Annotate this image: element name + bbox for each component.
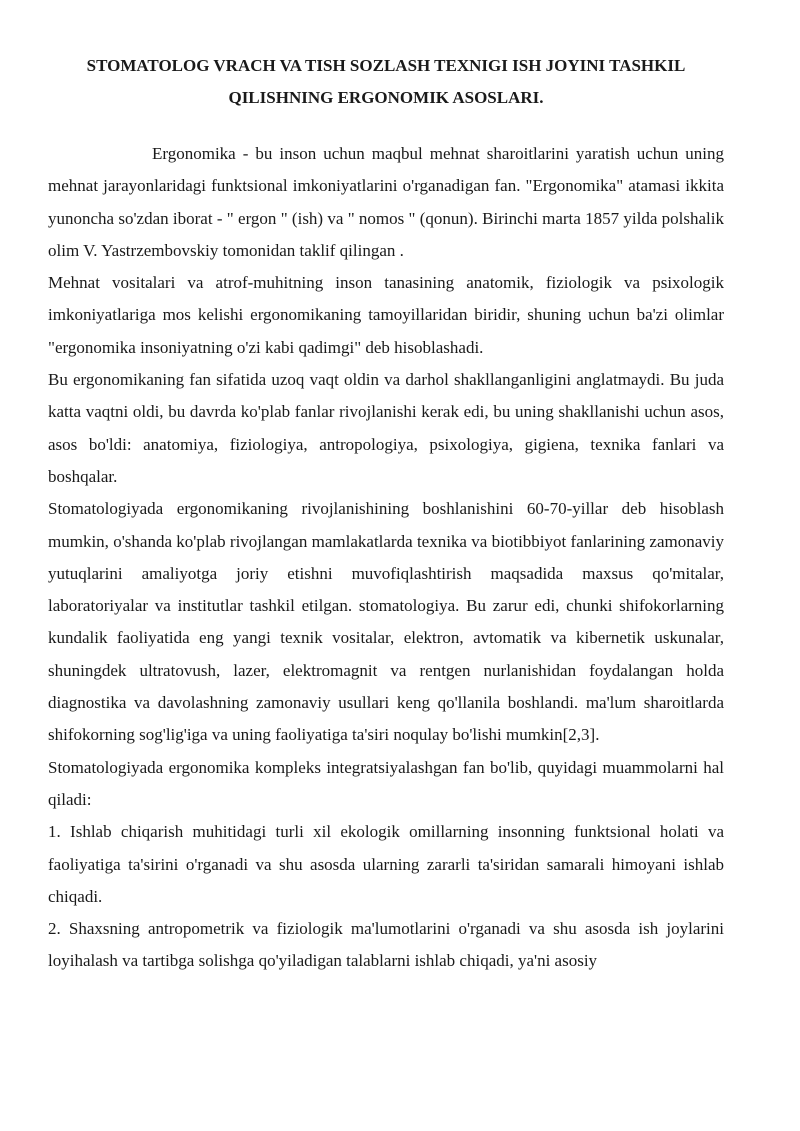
paragraph-principles: Mehnat vositalari va atrof-muhitning inson tanasining anatomik, fiziologik va psixologik imkoniyatlariga mos kelishi ergonomikaning tamoyillaridan biridir, shuning uchun ba'zi olimlar "ergonomika insoniyatning o'zi kabi qadimgi" deb hisoblashadi. bbox=[48, 273, 724, 357]
paragraph-ergonomics-definition: Ergonomika - bu inson uchun maqbul mehnat sharoitlarini yaratish uchun uning mehnat jarayonlaridagi funktsional imkoniyatlarini o'rganadigan fan. "Ergonomika" atamasi ikkita yunoncha so'zdan iborat - " ergon " (ish) va " nomos " (qonun). Birinchi marta 1857 yilda polshalik olim V. Yastrzembovskiy tomonidan taklif qilingan . bbox=[48, 144, 724, 260]
paragraph-problems-intro: Stomatologiyada ergonomika kompleks integratsiyalashgan fan bo'lib, quyidagi muammolarni hal qiladi: bbox=[48, 757, 724, 809]
paragraph-dentistry-development: Stomatologiyada ergonomikaning rivojlanishining boshlanishini 60-70-yillar deb hisoblash mumkin, o'shanda ko'plab rivojlangan mamlakatlarda texnika va biotibbiyot fanlarining zamonaviy yutuqlarini amaliyotga joriy etishni muvofiqlashtirish maqsadida maxsus qo'mitalar, laboratoriyalar va institutlar tashkil etilgan. stomatologiya. Bu zarur edi, chunki shifokorlarning kundalik faoliyatida eng yangi texnik vositalar, elektron, avtomatik va kibernetik uskunalar, shuningdek ultratovush, lazer, elektromagnit va rentgen nurlanishidan foydalangan holda diagnostika va davolashning zamonaviy usullari keng qo'llanila boshlandi. ma'lum sharoitlarda shifokorning sog'lig'iga va uning faoliyatiga ta'siri noqulay bo'lishi mumkin[2,3]. bbox=[48, 499, 724, 745]
paragraph-history: Bu ergonomikaning fan sifatida uzoq vaqt oldin va darhol shakllanganligini anglatmaydi. Bu juda katta vaqtni oldi, bu davrda ko'plab fanlar rivojlanishi kerak edi, bu uning shakllanishi uchun asos, asos bo'ldi: anatomiya, fiziologiya, antropologiya, psixologiya, gigiena, texnika fanlari va boshqalar. bbox=[48, 370, 724, 486]
document-page bbox=[48, 50, 724, 978]
list-item-2: 2. Shaxsning antropometrik va fiziologik ma'lumotlarini o'rganadi va shu asosda ish joylarini loyihalash va tartibga solishga qo'yiladigan talablarni ishlab chiqadi, ya'ni asosiy bbox=[48, 919, 724, 971]
list-item-1: 1. Ishlab chiqarish muhitidagi turli xil ekologik omillarning insonning funktsional holati va faoliyatiga ta'sirini o'rganadi va shu asosda ularning zararli ta'siridan samarali himoyani ishlab chiqadi. bbox=[48, 822, 724, 906]
document-title: STOMATOLOG VRACH VA TISH SOZLASH TEXNIGI ISH JOYINI TASHKIL QILISHNING ERGONOMIK ASOSLARI. bbox=[86, 56, 686, 107]
